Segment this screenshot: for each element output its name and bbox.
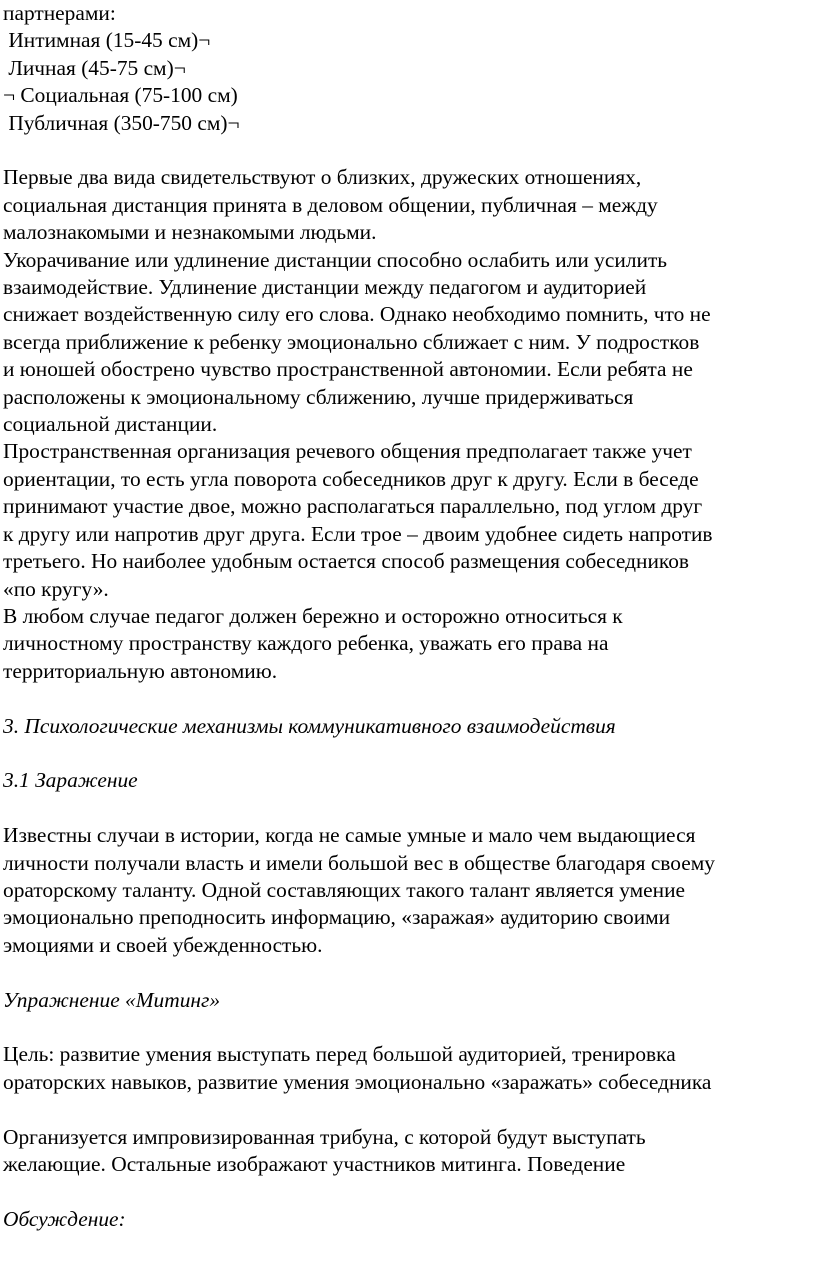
zone-intimate: Интимная (15-45 см)¬ <box>3 28 211 53</box>
paragraph-line: социальная дистанция принята в деловом общении, публичная – между <box>3 192 658 217</box>
paragraph-line: Пространственная организация речевого общения предполагает также учет <box>3 439 692 464</box>
paragraph-line: ориентации, то есть угла поворота собеседников друг к другу. Если в беседе <box>3 466 699 491</box>
discussion-heading: Обсуждение: <box>3 1206 126 1231</box>
zone-social: ¬ Социальная (75-100 см) <box>3 83 238 108</box>
paragraph-line: эмоционально преподносить информацию, «заражая» аудиторию своими <box>3 905 671 930</box>
paragraph-line: личностному пространству каждого ребенка, уважать его права на <box>3 631 609 656</box>
paragraph-line: желающие. Остальные изображают участников митинга. Поведение <box>3 1151 626 1176</box>
section-3-1-heading: 3.1 Заражение <box>3 768 138 793</box>
paragraph-line: эмоциями и своей убежденностью. <box>3 932 323 957</box>
spacer <box>3 1014 815 1041</box>
exercise-organization <box>3 1124 815 1179</box>
spacer <box>3 137 815 164</box>
paragraph-line: «по кругу». <box>3 576 109 601</box>
exercise-goal <box>3 1041 815 1096</box>
paragraph-orientation <box>3 438 815 602</box>
paragraph-line: принимают участие двое, можно располагаться параллельно, под углом друг <box>3 494 703 519</box>
zone-public: Публичная (350-750 см)¬ <box>3 110 240 135</box>
paragraph-distance-types <box>3 164 815 246</box>
paragraph-contagion <box>3 822 815 959</box>
zone-personal: Личная (45-75 см)¬ <box>3 55 186 80</box>
paragraph-line: Первые два вида свидетельствуют о близких, дружеских отношениях, <box>3 165 642 190</box>
paragraph-line: взаимодействие. Удлинение дистанции между педагогом и аудиторией <box>3 275 647 300</box>
paragraph-distance-change <box>3 247 815 439</box>
spacer <box>3 1096 815 1123</box>
paragraph-line: Цель: развитие умения выступать перед большой аудиторией, тренировка <box>3 1042 676 1067</box>
document-page <box>3 0 815 1233</box>
paragraph-line: социальной дистанции. <box>3 412 218 437</box>
exercise-heading: Упражнение «Митинг» <box>3 987 221 1012</box>
paragraph-line: Известны случаи в истории, когда не самые умные и мало чем выдающиеся <box>3 823 696 848</box>
paragraph-line: Укорачивание или удлинение дистанции способно ослабить или усилить <box>3 247 668 272</box>
zones-block <box>3 0 815 137</box>
paragraph-line: В любом случае педагог должен бережно и осторожно относиться к <box>3 603 623 628</box>
spacer <box>3 1178 815 1205</box>
spacer <box>3 795 815 822</box>
paragraph-line: снижает воздейственную силу его слова. Однако необходимо помнить, что не <box>3 302 711 327</box>
paragraph-line: и юношей обострено чувство пространственной автономии. Если ребята не <box>3 357 693 382</box>
paragraph-line: ораторскому таланту. Одной составляющих такого талант является умение <box>3 877 686 902</box>
paragraph-line: личности получали власть и имели большой вес в обществе благодаря своему <box>3 850 715 875</box>
spacer <box>3 740 815 767</box>
paragraph-line: территориальную автономию. <box>3 658 278 683</box>
paragraph-line: Организуется импровизированная трибуна, с которой будут выступать <box>3 1124 646 1149</box>
spacer <box>3 959 815 986</box>
paragraph-personal-space <box>3 603 815 685</box>
paragraph-line: всегда приближение к ребенку эмоционально сближает с ним. У подростков <box>3 329 700 354</box>
paragraph-line: малознакомыми и незнакомыми людьми. <box>3 220 377 245</box>
paragraph-line: ораторских навыков, развитие умения эмоционально «заражать» собеседника <box>3 1069 712 1094</box>
paragraph-line: к другу или напротив друг друга. Если трое – двоим удобнее сидеть напротив <box>3 521 713 546</box>
paragraph-line: третьего. Но наиболее удобным остается способ размещения собеседников <box>3 549 690 574</box>
spacer <box>3 685 815 712</box>
section-3-heading: 3. Психологические механизмы коммуникативного взаимодействия <box>3 713 616 738</box>
zones-lead: партнерами: <box>3 1 116 25</box>
paragraph-line: расположены к эмоциональному сближению, лучше придерживаться <box>3 384 634 409</box>
